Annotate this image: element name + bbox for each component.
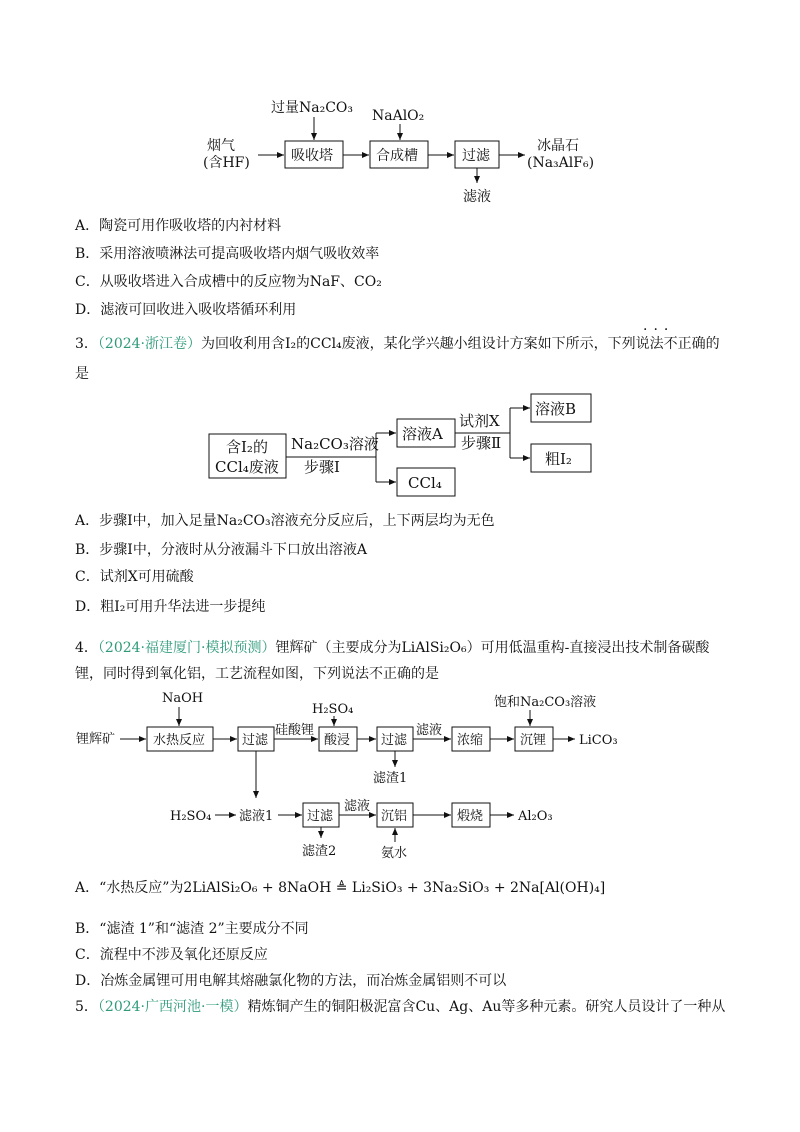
q2-option-c: C．从吸收塔进入合成槽中的反应物为NaF、CO₂ — [75, 274, 382, 290]
q2-filtrate: 滤液 — [463, 189, 491, 205]
q2-reagent1: 过量Na₂CO₃ — [271, 100, 354, 116]
q3-start-line2: CCl₄废液 — [215, 458, 279, 476]
q2-option-d: D．滤液可回收进入吸收塔循环利用 — [75, 302, 297, 318]
q3-start-line1: 含I₂的 — [226, 438, 268, 456]
q3-source: （2024·浙江卷） — [97, 336, 202, 352]
q5-stem-text: 精炼铜产生的铜阳极泥富含Cu、Ag、Au等多种元素。研究人员设计了一种从 — [247, 999, 726, 1015]
q4-h2so4-top: H₂SO₄ — [312, 702, 354, 717]
q3-step1: 步骤Ⅰ — [304, 458, 340, 476]
q2-reagent2: NaAlO₂ — [372, 108, 425, 124]
q4-stem-text: 锂辉矿（主要成分为LiAlSi₂O₆）可用低温重构-直接浸出技术制备碳酸 — [275, 640, 710, 656]
q3-number: 3． — [75, 336, 98, 352]
q4-filtrate: 滤液 — [416, 723, 443, 738]
q4-precipLi-label: 沉锂 — [520, 733, 547, 748]
q5-number: 5． — [75, 999, 98, 1015]
q4-filter2-label: 过滤 — [381, 733, 408, 748]
q4-source: （2024·福建厦门·模拟预测） — [97, 640, 276, 656]
q3-reagent: Na₂CO₃溶液 — [291, 435, 379, 453]
q3-emphasis-dots: ··· — [643, 322, 675, 338]
q3-option-b: B．步骤Ⅰ中，分液时从分液漏斗下口放出溶液A — [75, 542, 367, 558]
q3-option-d: D．粗I₂可用升华法进一步提纯 — [75, 599, 266, 615]
q4-product2: Al₂O₃ — [518, 809, 553, 824]
q4-ore: 锂辉矿 — [76, 732, 116, 747]
q2-option-b: B．采用溶液喷淋法可提高吸收塔内烟气吸收效率 — [75, 246, 380, 262]
q4-stem-cont: 锂，同时得到氧化铝，工艺流程如图，下列说法不正确的是 — [75, 666, 439, 682]
q3-ccl4-label: CCl₄ — [408, 474, 442, 492]
q5-stem — [75, 997, 725, 1017]
q3-crude-label: 粗I₂ — [545, 450, 572, 468]
q2-synthesis-label: 合成槽 — [376, 148, 418, 164]
q3-stem-cont: 是 — [75, 366, 89, 382]
q4-number: 4． — [75, 640, 98, 656]
q4-residue2: 滤渣2 — [302, 844, 337, 859]
q4-hydro-label: 水热反应 — [153, 733, 206, 748]
q3-solB-label: 溶液B — [535, 400, 577, 418]
q3-step2: 步骤Ⅱ — [461, 434, 502, 452]
q2-input-line1: 烟气 — [207, 138, 235, 154]
q4-sat-na2co3: 饱和Na₂CO₃溶液 — [494, 695, 597, 710]
q4-filtrate1: 滤液1 — [239, 809, 274, 824]
q4-option-b: B．“滤渣 1”和“滤渣 2”主要成分不同 — [75, 921, 309, 937]
q2-product-line2: (Na₃AlF₆) — [527, 155, 595, 171]
q4-product1: LiCO₃ — [579, 733, 618, 748]
q4-silicate: 硅酸锂 — [275, 723, 315, 738]
q3-stem-text: 为回收利用含I₂的CCl₄废液，某化学兴趣小组设计方案如下所示，下列说法不正确的 — [201, 336, 720, 352]
q4-option-c: C．流程中不涉及氧化还原反应 — [75, 947, 268, 963]
q4-stem — [75, 638, 709, 658]
q4-calcine-label: 煅烧 — [457, 809, 484, 824]
q5-source: （2024·广西河池·一模） — [97, 999, 248, 1015]
q2-absorber-label: 吸收塔 — [291, 148, 333, 164]
q3-option-c: C．试剂X可用硫酸 — [75, 569, 194, 585]
q4-h2so4-bot: H₂SO₄ — [170, 809, 212, 824]
q4-naoh: NaOH — [162, 691, 204, 706]
q4-option-a: A．“水热反应”为2LiAlSi₂O₆ + 8NaOH ≜ Li₂SiO₃ + 3Na₂SiO₃ + 2Na[Al(OH)₄] — [75, 880, 606, 896]
q4-concentrate-label: 浓缩 — [457, 733, 484, 748]
q3-stem — [75, 334, 720, 354]
q2-option-a: A．陶瓷可用作吸收塔的内衬材料 — [75, 218, 282, 234]
q4-filter1-label: 过滤 — [242, 733, 269, 748]
q4-filter3-label: 过滤 — [307, 809, 334, 824]
q4-option-d: D．冶炼金属锂可用电解其熔融氯化物的方法，而冶炼金属铝则不可以 — [75, 973, 507, 989]
q2-input-line2: (含HF) — [203, 155, 250, 171]
q3-option-a: A．步骤Ⅰ中，加入足量Na₂CO₃溶液充分反应后，上下两层均为无色 — [75, 513, 495, 529]
q3-reagentX: 试剂X — [459, 412, 500, 430]
q4-acid-label: 酸浸 — [324, 733, 351, 748]
q2-product-line1: 冰晶石 — [537, 138, 579, 154]
q4-filtrate2: 滤液 — [344, 799, 371, 814]
q2-filter-label: 过滤 — [462, 148, 490, 164]
q3-solA-label: 溶液A — [402, 425, 443, 443]
q4-ammonia: 氨水 — [381, 846, 408, 861]
q4-residue1: 滤渣1 — [373, 771, 408, 786]
q4-precipAl-label: 沉铝 — [381, 809, 408, 824]
